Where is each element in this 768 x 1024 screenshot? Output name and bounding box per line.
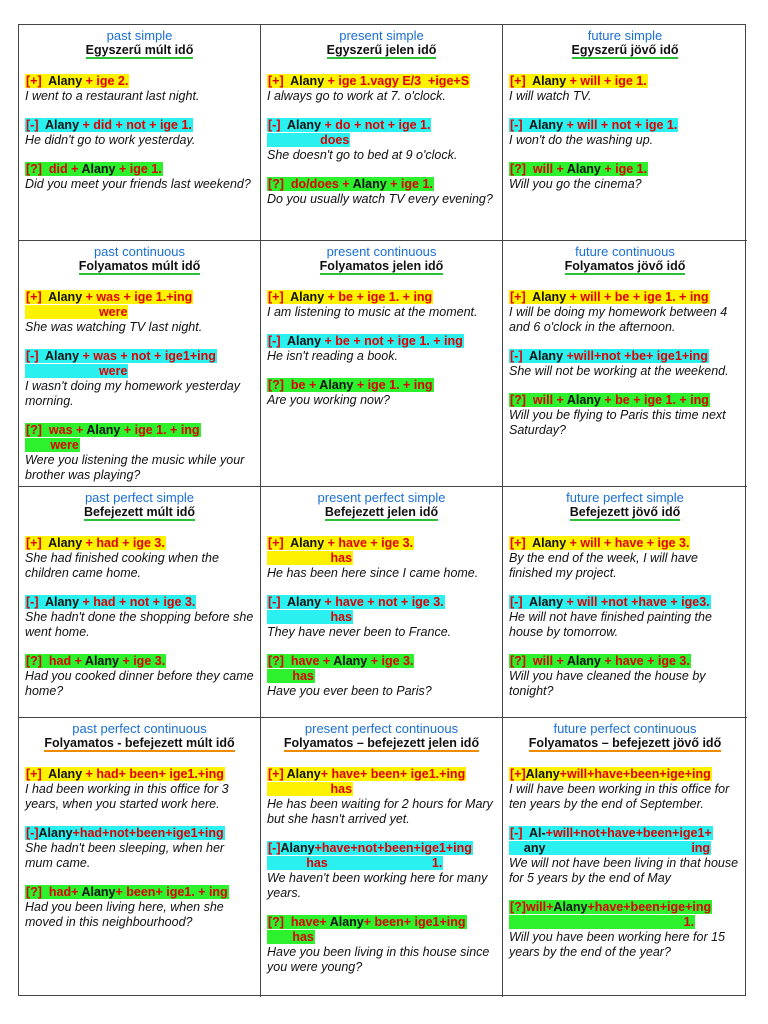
formula-neg: [-] Alany + did + not + ige 1. (26, 118, 192, 132)
formula-q: [?] had + Alany + ige 3. (26, 654, 166, 668)
formula-pos: [+] Alany + have + ige 3. has (268, 536, 414, 565)
tense-cell (261, 25, 503, 241)
tense-english-name: future continuous (575, 244, 675, 259)
formula-neg: [-]Alany+had+not+been+ige1+ing (26, 826, 224, 840)
example-sentence: Are you working now? (267, 393, 390, 407)
tense-hungarian-name: Befejezett múlt idő (83, 505, 196, 519)
formula-neg: [-] Alany + will +not +have + ige3. (510, 595, 710, 609)
formula-neg: [-] Alany + be + not + ige 1. + ing (268, 334, 463, 348)
formula-q: [?] was + Alany + ige 1. + ing were (26, 423, 200, 452)
tense-hungarian-name: Egyszerű múlt idő (85, 43, 194, 57)
tense-english-name: past simple (106, 28, 173, 43)
tense-hungarian-name: Folyamatos jövő idő (564, 259, 686, 273)
example-sentence: I am listening to music at the moment. (267, 305, 478, 319)
example-sentence: Have you been living in this house since you were young? (267, 945, 493, 974)
example-sentence: He will not have finished painting the house by tomorrow. (509, 610, 716, 639)
example-sentence: Were you listening the music while your brother was playing? (25, 453, 248, 482)
tense-english-name: future perfect continuous (553, 721, 697, 736)
formula-pos: [+] Alany + will + have + ige 3. (510, 536, 690, 550)
formula-neg: [-] Alany + had + not + ige 3. (26, 595, 196, 609)
example-sentence: I will watch TV. (509, 89, 592, 103)
example-sentence: I will have been working in this office for ten years by the end of September. (509, 782, 733, 811)
tense-cell (19, 241, 261, 487)
tense-english-name: past perfect continuous (72, 721, 207, 736)
tense-hungarian-name: Folyamatos – befejezett jövő idő (528, 736, 722, 750)
example-sentence: Will you have cleaned the house by tonight? (509, 669, 710, 698)
formula-q: [?] had+ Alany+ been+ ige1. + ing (26, 885, 228, 899)
tense-english-name: present continuous (326, 244, 437, 259)
formula-neg: [-] Alany + do + not + ige 1. does (268, 118, 431, 147)
example-sentence: I had been working in this office for 3 years, when you started work here. (25, 782, 233, 811)
tense-hungarian-name: Folyamatos – befejezett jelen idő (283, 736, 480, 750)
tense-hungarian-name: Folyamatos - befejezett múlt idő (44, 736, 235, 750)
example-sentence: She had finished cooking when the children came home. (25, 551, 223, 580)
formula-neg: [-] Alany +will+not +be+ ige1+ing (510, 349, 708, 363)
example-sentence: She hadn't been sleeping, when her mum came. (25, 841, 228, 870)
example-sentence: She hadn't done the shopping before she went home. (25, 610, 257, 639)
formula-neg: [-] Al-+will+not+have+been+ige1+ any ing (510, 826, 712, 855)
formula-pos: [+] Alany + ige 1.vagy E/3 +ige+S (268, 74, 470, 88)
formula-pos: [+] Alany + ige 2. (26, 74, 129, 88)
tense-cell (19, 487, 261, 718)
tense-cell (19, 25, 261, 241)
tense-english-name: present perfect continuous (304, 721, 459, 736)
formula-neg: [-] Alany + have + not + ige 3. has (268, 595, 444, 624)
tense-cell (261, 718, 503, 997)
tense-cell (261, 487, 503, 718)
example-sentence: I went to a restaurant last night. (25, 89, 200, 103)
example-sentence: By the end of the week, I will have finished my project. (509, 551, 702, 580)
example-sentence: Do you usually watch TV every evening? (267, 192, 493, 206)
tense-english-name: present perfect simple (317, 490, 446, 505)
tense-english-name: past perfect simple (84, 490, 195, 505)
formula-pos: [+] Alany + was + ige 1.+ing were (26, 290, 193, 319)
formula-pos: [+]Alany+will+have+been+ige+ing (510, 767, 711, 781)
tense-cell (503, 241, 747, 487)
formula-q: [?] did + Alany + ige 1. (26, 162, 162, 176)
formula-neg: [-] Alany + will + not + ige 1. (510, 118, 678, 132)
tense-hungarian-name: Befejezett jelen idő (324, 505, 439, 519)
formula-neg: [-] Alany + was + not + ige1+ing were (26, 349, 216, 378)
formula-q: [?] do/does + Alany + ige 1. (268, 177, 433, 191)
example-sentence: We will not have been living in that house for 5 years by the end of May (509, 856, 742, 885)
example-sentence: I will be doing my homework between 4 and 6 o'clock in the afternoon. (509, 305, 731, 334)
formula-q: [?] have+ Alany+ been+ ige1+ing has (268, 915, 466, 944)
formula-pos: [+] Alany + had + ige 3. (26, 536, 165, 550)
formula-q: [?] will + Alany + have + ige 3. (510, 654, 690, 668)
tense-english-name: past continuous (93, 244, 186, 259)
tense-cell (261, 241, 503, 487)
formula-q: [?] will + Alany + be + ige 1. + ing (510, 393, 709, 407)
example-sentence: We haven't been working here for many years. (267, 871, 491, 900)
example-sentence: Had you been living here, when she moved in this neighbourhood? (25, 900, 228, 929)
example-sentence: Will you have been working here for 15 years by the end of the year? (509, 930, 729, 959)
tense-cell (503, 718, 747, 997)
tense-cell (503, 487, 747, 718)
tense-hungarian-name: Egyszerű jövő idő (571, 43, 679, 57)
formula-q: [?]will+Alany+have+been+ige+ing 1. (510, 900, 712, 929)
formula-pos: [+] Alany + had+ been+ ige1.+ing (26, 767, 224, 781)
example-sentence: They have never been to France. (267, 625, 452, 639)
formula-q: [?] be + Alany + ige 1. + ing (268, 378, 433, 392)
example-sentence: Had you cooked dinner before they came home? (25, 669, 258, 698)
example-sentence: She was watching TV last night. (25, 320, 203, 334)
formula-q: [?] have + Alany + ige 3. has (268, 654, 414, 683)
example-sentence: Will you be flying to Paris this time next Saturday? (509, 408, 730, 437)
example-sentence: He has been waiting for 2 hours for Mary but she hasn't arrived yet. (267, 797, 497, 826)
example-sentence: He didn't go to work yesterday. (25, 133, 196, 147)
tense-hungarian-name: Egyszerű jelen idő (326, 43, 437, 57)
tense-cell (19, 718, 261, 997)
formula-pos: [+] Alany + be + ige 1. + ing (268, 290, 433, 304)
tense-english-name: present simple (339, 28, 424, 43)
tense-cell (503, 25, 747, 241)
tense-hungarian-name: Befejezett jövő idő (569, 505, 681, 519)
formula-neg: [-]Alany+have+not+been+ige1+ing has 1. (268, 841, 472, 870)
formula-q: [?] will + Alany + ige 1. (510, 162, 648, 176)
example-sentence: He has been here since I came home. (267, 566, 479, 580)
example-sentence: I wasn't doing my homework yesterday morning. (25, 379, 244, 408)
example-sentence: Did you meet your friends last weekend? (25, 177, 251, 191)
example-sentence: She doesn't go to bed at 9 o'clock. (267, 148, 458, 162)
tense-english-name: future perfect simple (566, 490, 684, 505)
example-sentence: I always go to work at 7. o'clock. (267, 89, 446, 103)
example-sentence: He isn't reading a book. (267, 349, 398, 363)
tense-hungarian-name: Folyamatos múlt idő (78, 259, 201, 273)
tense-english-name: future simple (587, 28, 663, 43)
tense-table (18, 24, 746, 996)
example-sentence: I won't do the washing up. (509, 133, 654, 147)
example-sentence: Have you ever been to Paris? (267, 684, 432, 698)
formula-pos: [+] Alany + will + be + ige 1. + ing (510, 290, 709, 304)
formula-pos: [+] Alany + will + ige 1. (510, 74, 647, 88)
example-sentence: Will you go the cinema? (509, 177, 642, 191)
formula-pos: [+] Alany+ have+ been+ ige1.+ing has (268, 767, 466, 796)
tense-hungarian-name: Folyamatos jelen idő (319, 259, 444, 273)
example-sentence: She will not be working at the weekend. (509, 364, 729, 378)
